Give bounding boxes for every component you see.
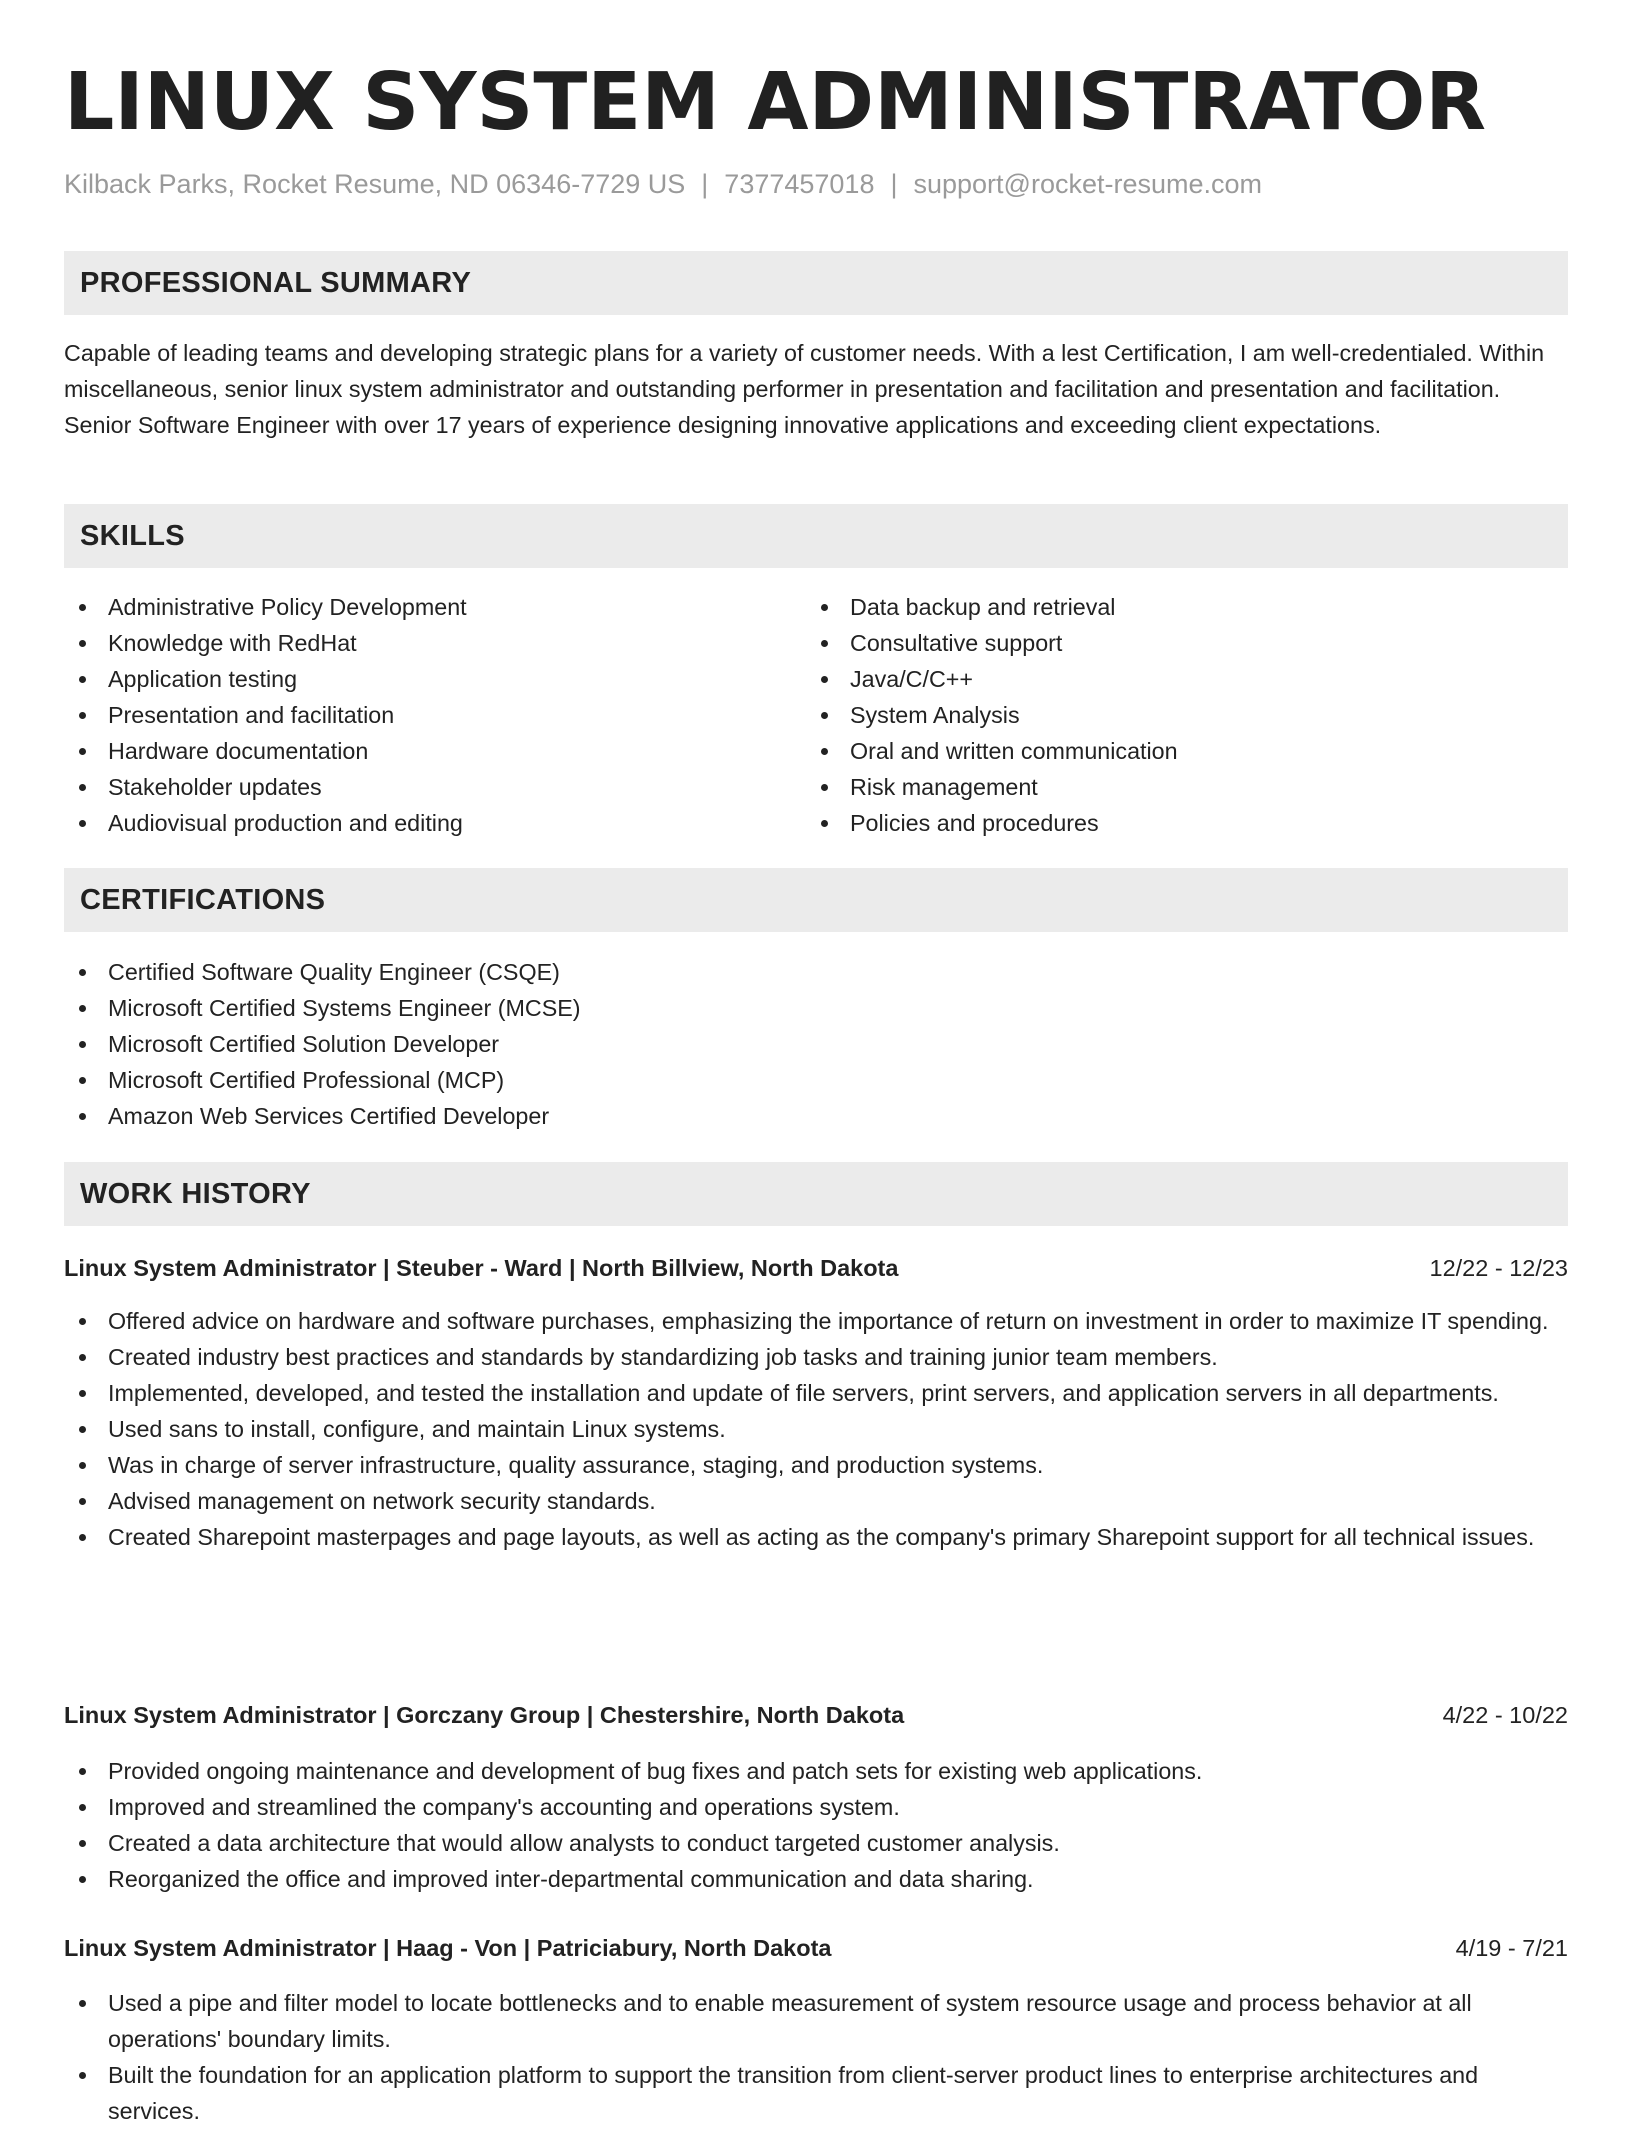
skill-item: Administrative Policy Development bbox=[64, 589, 804, 625]
job-bullet: Provided ongoing maintenance and development of bug fixes and patch sets for existing web applications. bbox=[64, 1753, 1568, 1789]
contact-separator: | bbox=[701, 169, 709, 199]
skills-list-right bbox=[806, 589, 1546, 841]
section-header-work-history bbox=[64, 1162, 1568, 1226]
section-title: WORK HISTORY bbox=[80, 1178, 311, 1210]
skill-item: Policies and procedures bbox=[806, 805, 1546, 841]
certification-item: Microsoft Certified Solution Developer bbox=[64, 1026, 1164, 1062]
certification-item: Microsoft Certified Systems Engineer (MCSE) bbox=[64, 990, 1164, 1026]
job-bullet: Created a data architecture that would allow analysts to conduct targeted customer analysis. bbox=[64, 1825, 1568, 1861]
certification-item: Amazon Web Services Certified Developer bbox=[64, 1098, 1164, 1134]
certification-item: Certified Software Quality Engineer (CSQE) bbox=[64, 954, 1164, 990]
certification-item: Microsoft Certified Professional (MCP) bbox=[64, 1062, 1164, 1098]
skill-item: Oral and written communication bbox=[806, 733, 1546, 769]
job-bullet: Used sans to install, configure, and maintain Linux systems. bbox=[64, 1411, 1568, 1447]
section-header-summary bbox=[64, 251, 1568, 315]
job-bullets bbox=[64, 1303, 1568, 1555]
job-bullets bbox=[64, 1753, 1568, 1897]
contact-email: support@rocket-resume.com bbox=[913, 169, 1263, 199]
job-bullet: Offered advice on hardware and software purchases, emphasizing the importance of return on investment in order to maximize IT spending. bbox=[64, 1303, 1568, 1339]
job-dates: 4/19 - 7/21 bbox=[1455, 1935, 1568, 1961]
job-bullet: Created industry best practices and standards by standardizing job tasks and training junior team members. bbox=[64, 1339, 1568, 1375]
section-title: SKILLS bbox=[80, 520, 185, 552]
skill-item: Hardware documentation bbox=[64, 733, 804, 769]
contact-separator: | bbox=[890, 169, 898, 199]
job-bullet: Created Sharepoint masterpages and page layouts, as well as acting as the company's primary Sharepoint support for all technical issues. bbox=[64, 1519, 1568, 1555]
section-header-certifications bbox=[64, 868, 1568, 932]
job-title: Linux System Administrator | Gorczany Group | Chestershire, North Dakota bbox=[64, 1702, 905, 1728]
job-bullet: Improved and streamlined the company's accounting and operations system. bbox=[64, 1789, 1568, 1825]
job-bullet: Was in charge of server infrastructure, quality assurance, staging, and production systems. bbox=[64, 1447, 1568, 1483]
section-title: PROFESSIONAL SUMMARY bbox=[80, 267, 472, 299]
job-bullet: Used a pipe and filter model to locate bottlenecks and to enable measurement of system resource usage and process behavior at all operations' boundary limits. bbox=[64, 1985, 1568, 2057]
skill-item: Application testing bbox=[64, 661, 804, 697]
skill-item: Stakeholder updates bbox=[64, 769, 804, 805]
skill-item: Java/C/C++ bbox=[806, 661, 1546, 697]
section-header-skills bbox=[64, 504, 1568, 568]
job-dates: 4/22 - 10/22 bbox=[1442, 1702, 1568, 1728]
skill-item: System Analysis bbox=[806, 697, 1546, 733]
job-title: Linux System Administrator | Steuber - Ward | North Billview, North Dakota bbox=[64, 1255, 899, 1281]
skill-item: Knowledge with RedHat bbox=[64, 625, 804, 661]
skills-list-left bbox=[64, 589, 804, 841]
skill-item: Risk management bbox=[806, 769, 1546, 805]
job-bullet: Implemented, developed, and tested the installation and update of file servers, print servers, and application servers in all departments. bbox=[64, 1375, 1568, 1411]
contact-phone: 7377457018 bbox=[724, 169, 875, 199]
job-title-row bbox=[64, 1250, 1568, 1286]
job-title: Linux System Administrator | Haag - Von | Patriciabury, North Dakota bbox=[64, 1935, 832, 1961]
skill-item: Data backup and retrieval bbox=[806, 589, 1546, 625]
job-bullet: Advised management on network security standards. bbox=[64, 1483, 1568, 1519]
skill-item: Consultative support bbox=[806, 625, 1546, 661]
contact-address: Kilback Parks, Rocket Resume, ND 06346-7729 US bbox=[64, 169, 686, 199]
section-title: CERTIFICATIONS bbox=[80, 884, 326, 916]
job-title-row bbox=[64, 1930, 1568, 1966]
job-dates: 12/22 - 12/23 bbox=[1429, 1255, 1568, 1281]
summary-text: Capable of leading teams and developing strategic plans for a variety of customer needs. With a lest Certification, I am well-credentialed. Within miscellaneous, senior linux system administrator and outstanding performer in presentation and facilitation and presentation and facilitation. Senior Software Engineer with over 17 years of experience designing innovative applications and exceeding client expectations. bbox=[64, 340, 1545, 438]
certifications-list bbox=[64, 954, 1164, 1134]
job-bullet: Reorganized the office and improved inter-departmental communication and data sharing. bbox=[64, 1861, 1568, 1897]
job-title-row bbox=[64, 1697, 1568, 1733]
job-bullet: Built the foundation for an application platform to support the transition from client-server product lines to enterprise architectures and services. bbox=[64, 2057, 1568, 2129]
resume-name-title: LINUX SYSTEM ADMINISTRATOR bbox=[64, 56, 1487, 148]
skill-item: Presentation and facilitation bbox=[64, 697, 804, 733]
skill-item: Audiovisual production and editing bbox=[64, 805, 804, 841]
job-bullets bbox=[64, 1985, 1568, 2129]
contact-line bbox=[64, 164, 1262, 204]
